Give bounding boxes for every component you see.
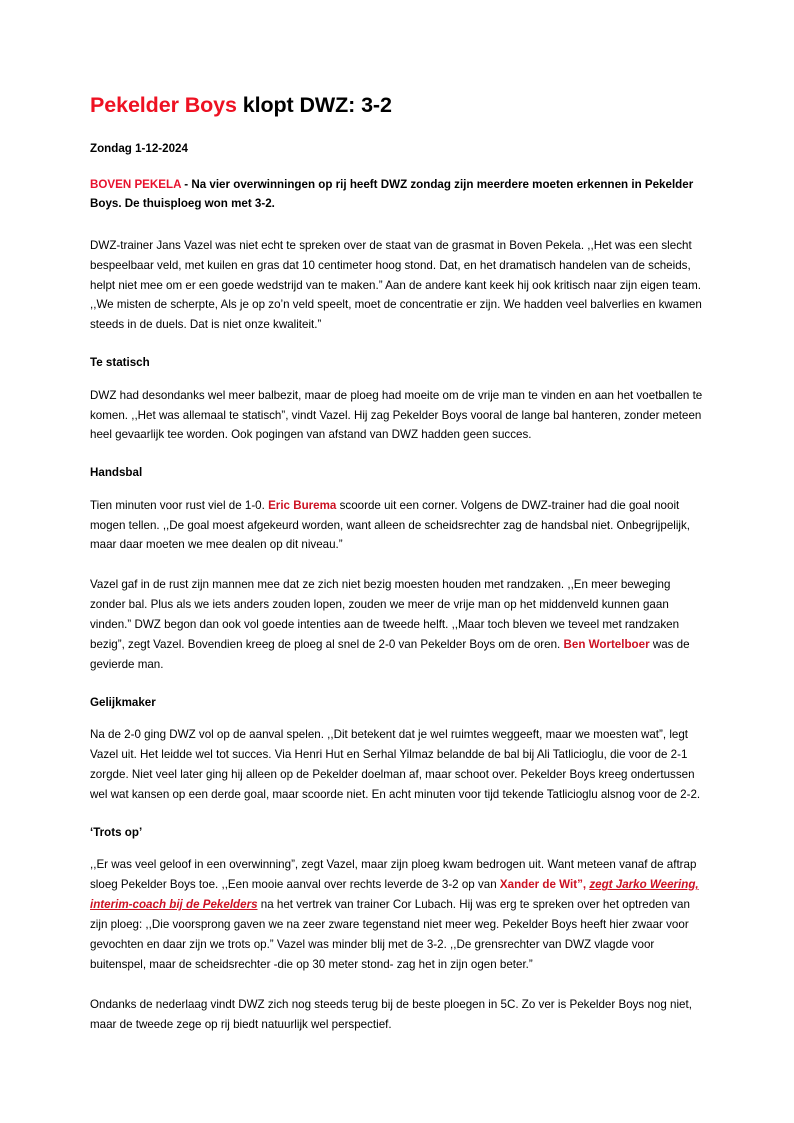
article-title <box>90 92 706 119</box>
paragraph-text-after-name: was de gevierde man. <box>90 638 690 672</box>
player-name-ben-wortelboer: Ben Wortelboer <box>563 638 650 652</box>
paragraph-handsbal-first <box>90 496 706 556</box>
lead-text: - Na vier overwinningen op rij heeft DWZ zondag zijn meerdere moeten erkennen in Pekelder Boys. De thuisploeg won met 3-2. <box>90 178 694 210</box>
article-title-rest: klopt DWZ: 3-2 <box>236 93 392 117</box>
player-name-eric-burema: Eric Burema <box>268 498 337 512</box>
subheading-te-statisch: Te statisch <box>90 356 150 370</box>
lead-place-name: BOVEN PEKELA <box>90 178 182 192</box>
subheading-handsbal: Handsbal <box>90 466 143 480</box>
paragraph-text-before-name: ,,Er was veel geloof in een overwinning”, zegt Vazel, maar zijn ploeg kwam bedrogen uit. Want meteen vanaf de aftrap sloeg Pekelder Boys toe. ,,Een mooie aanval over rechts leverde de 3-2 op van <box>90 858 697 892</box>
paragraph-te-statisch: DWZ had desondanks wel meer balbezit, maar de ploeg had moeite om de vrije man te vinden en aan het voetballen te komen. ,,Het was allemaal te statisch”, vindt Vazel. Hij zag Pekelder Boys vooral de lange bal hanteren, zonder meteen heel gevaarlijk tee worden. Ook pogingen van afstand van DWZ hadden geen succes. <box>90 388 703 442</box>
paragraph-gelijkmaker: Na de 2-0 ging DWZ vol op de aanval spelen. ,,Dit betekent dat je wel ruimtes weggeeft, maar we moesten wat”, legt Vazel uit. Het leidde wel tot succes. Via Henri Hut en Serhal Yilmaz belandde de bal bij Ali Tatlicioglu, die voor de 2-1 zorgde. Niet veel later ging hij alleen op de Pekelder doelman af, maar schoot over. Pekelder Boys kreeg ondertussen wel wat kansen op een derde goal, maar scoorde niet. En acht minuten voor tijd tekende Tatlicioglu alsnog voor de 2-2. <box>90 728 701 802</box>
paragraph-closing: Ondanks de nederlaag vindt DWZ zich nog steeds terug bij de beste ploegen in 5C. Zo ver is Pekelder Boys nog niet, maar de tweede zege op rij biedt natuurlijk wel perspectief. <box>90 997 692 1031</box>
paragraph-text-before-name: Tien minuten voor rust viel de 1-0. <box>90 498 269 512</box>
subheading-trots-op: ‘Trots op’ <box>90 826 143 840</box>
paragraph-text-after-name: na het vertrek van trainer Cor Lubach. Hij was erg te spreken over het optreden van zijn ploeg: ,,Die voorsprong gaven we na zeer zware tegenstand niet meer weg. Pekelder Boys heeft hier zwaar voor gevochten en daar zijn we trots op.” Vazel was minder blij met de 3-2. ,,De grensrechter van DWZ vlagde voor buitenspel, maar de scheidsrechter -die op 30 meter stond- zag het in zijn ogen beter.” <box>90 898 690 971</box>
paragraph-handsbal-second <box>90 575 706 675</box>
player-name-xander-de-wit: Xander de Wit”, <box>499 878 587 892</box>
paragraph-intro: DWZ-trainer Jans Vazel was niet echt te spreken over de staat van de grasmat in Boven Pekela. ,,Het was een slecht bespeelbaar veld, met kuilen en gras dat 10 centimeter hoog stond. Dat, en het dramatisch handelen van de scheids, helpt niet mee om er een goede wedstrijd van te maken.” Aan de andere kant keek hij ook kritisch naar zijn eigen team. ,,We misten de scherpte, Als je op zo’n veld speelt, moet de concentratie er zijn. We hadden veel balverlies en kwamen steeds in de duels. Dat is niet onze kwaliteit.” <box>90 238 702 332</box>
subheading-gelijkmaker: Gelijkmaker <box>90 696 156 710</box>
article-title-highlight: Pekelder Boys <box>90 93 237 117</box>
article-body <box>90 92 706 1035</box>
paragraph-text-before-name: Vazel gaf in de rust zijn mannen mee dat ze zich niet bezig moesten houden met randzaken. ,,En meer beweging zonder bal. Plus als we iets anders zouden lopen, zouden we meer de vrije man op het middenveld kunnen gaan vinden.” DWZ begon dan ook vol goede intenties aan de tweede helft. ,,Maar toch bleven we teveel met randzaken bezig”, zegt Vazel. Bovendien kreeg de ploeg al snel de 2-0 van Pekelder Boys om de oren. <box>90 578 680 652</box>
article-lead <box>90 176 706 214</box>
paragraph-text-after-name: scoorde uit een corner. Volgens de DWZ-trainer had die goal nooit mogen tellen. ,,De goal moest afgekeurd worden, want alleen de scheidsrechter zag de handsbal niet. Onbegrijpelijk, maar daar moeten we mee dealen op dit niveau.” <box>90 498 691 552</box>
article-dateline: Zondag 1-12-2024 <box>90 141 188 155</box>
attribution-jarko-weering: zegt Jarko Weering, interim-coach bij de Pekelders <box>90 878 699 912</box>
paragraph-trots-op <box>90 855 706 975</box>
